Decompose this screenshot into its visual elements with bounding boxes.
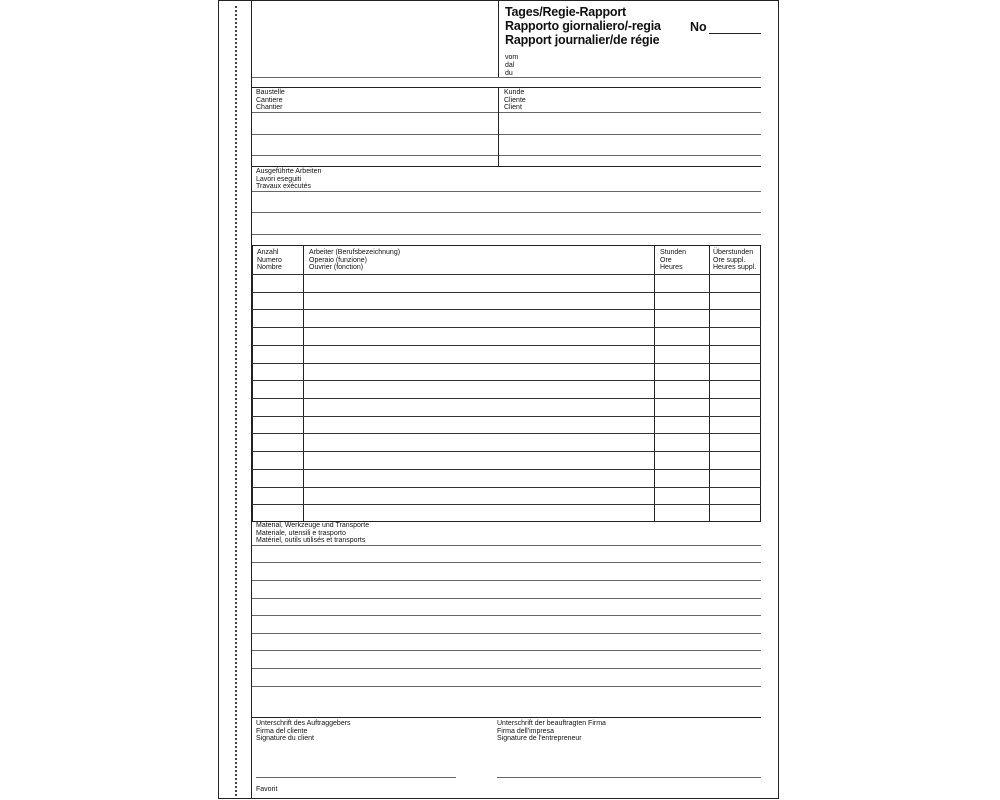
- table-row[interactable]: [252, 416, 761, 417]
- table-row[interactable]: [252, 487, 761, 488]
- table-header-divider: [252, 274, 761, 275]
- perforation-line: [235, 6, 237, 796]
- col-anzahl-de: Anzahl: [257, 249, 279, 256]
- material-line[interactable]: [252, 598, 761, 599]
- table-row[interactable]: [252, 292, 761, 293]
- material-line[interactable]: [252, 650, 761, 651]
- material-line[interactable]: [252, 545, 761, 546]
- material-label-de: Material, Werkzeuge und Transporte: [256, 522, 370, 529]
- date-label-fr: du: [505, 70, 513, 77]
- material-line[interactable]: [252, 686, 761, 687]
- client-signature-line[interactable]: [256, 777, 456, 778]
- material-label-fr: Matériel, outils utilisés et transports: [256, 537, 366, 544]
- table-row[interactable]: [252, 433, 761, 434]
- table-row[interactable]: [252, 309, 761, 310]
- client-signature-label-fr: Signature du client: [256, 735, 314, 742]
- firm-signature-label-de: Unterschrift der beauftragten Firma: [497, 720, 606, 727]
- work-label-it: Lavori eseguiti: [256, 175, 302, 183]
- material-line[interactable]: [252, 562, 761, 563]
- table-row[interactable]: [252, 345, 761, 346]
- firm-signature-label-fr: Signature de l'entrepreneur: [497, 735, 582, 742]
- form-title-fr: Rapport journalier/de régie: [505, 33, 660, 47]
- col-stunden-fr: Heures: [660, 264, 683, 271]
- client-label-fr: Client: [504, 104, 522, 111]
- col-ueberstunden-fr: Heures suppl.: [713, 264, 757, 271]
- col-ueberstunden-de: Überstunden: [713, 249, 754, 256]
- material-line[interactable]: [252, 668, 761, 669]
- client-label-de: Kunde: [504, 89, 525, 96]
- site-label-fr: Chantier: [256, 104, 283, 111]
- col-arbeiter-it: Operaio (funzione): [309, 256, 367, 264]
- table-row[interactable]: [252, 504, 761, 505]
- number-label: No: [690, 20, 707, 34]
- date-label-it: dal: [505, 62, 515, 69]
- form-title-it: Rapporto giornaliero/-regia: [505, 19, 661, 33]
- col-stunden-de: Stunden: [660, 249, 687, 256]
- table-rows: [252, 0, 761, 522]
- table-row[interactable]: [252, 398, 761, 399]
- table-row[interactable]: [252, 327, 761, 328]
- firm-signature-label-it: Firma dell'impresa: [497, 727, 554, 735]
- signature-section-top: [252, 717, 761, 718]
- col-stunden-it: Ore: [660, 256, 672, 264]
- material-line[interactable]: [252, 615, 761, 616]
- site-label-it: Cantiere: [256, 96, 283, 104]
- col-arbeiter-de: Arbeiter (Berufsbezeichnung): [309, 249, 401, 256]
- col-anzahl-fr: Nombre: [257, 264, 282, 271]
- client-label-it: Cliente: [504, 96, 526, 104]
- col-arbeiter-fr: Ouvrier (fonction): [309, 264, 364, 271]
- table-row[interactable]: [252, 363, 761, 364]
- date-label-de: vom: [505, 54, 519, 61]
- work-label-de: Ausgeführte Arbeiten: [256, 168, 322, 175]
- form-title-de: Tages/Regie-Rapport: [505, 5, 626, 19]
- material-label-it: Materiale, utensili e trasporto: [256, 529, 346, 537]
- col-anzahl-it: Numero: [257, 256, 282, 264]
- table-row[interactable]: [252, 451, 761, 452]
- col-ueberstunden-it: Ore suppl.: [713, 256, 746, 264]
- firm-signature-line[interactable]: [497, 777, 761, 778]
- table-row[interactable]: [252, 380, 761, 381]
- material-line[interactable]: [252, 633, 761, 634]
- work-label-fr: Travaux exécutés: [256, 183, 311, 190]
- client-signature-label-de: Unterschrift des Auftraggebers: [256, 720, 351, 727]
- client-signature-label-it: Firma del cliente: [256, 727, 308, 735]
- site-label-de: Baustelle: [256, 89, 285, 96]
- brand-label: Favorit: [256, 786, 278, 793]
- material-line[interactable]: [252, 580, 761, 581]
- table-row[interactable]: [252, 469, 761, 470]
